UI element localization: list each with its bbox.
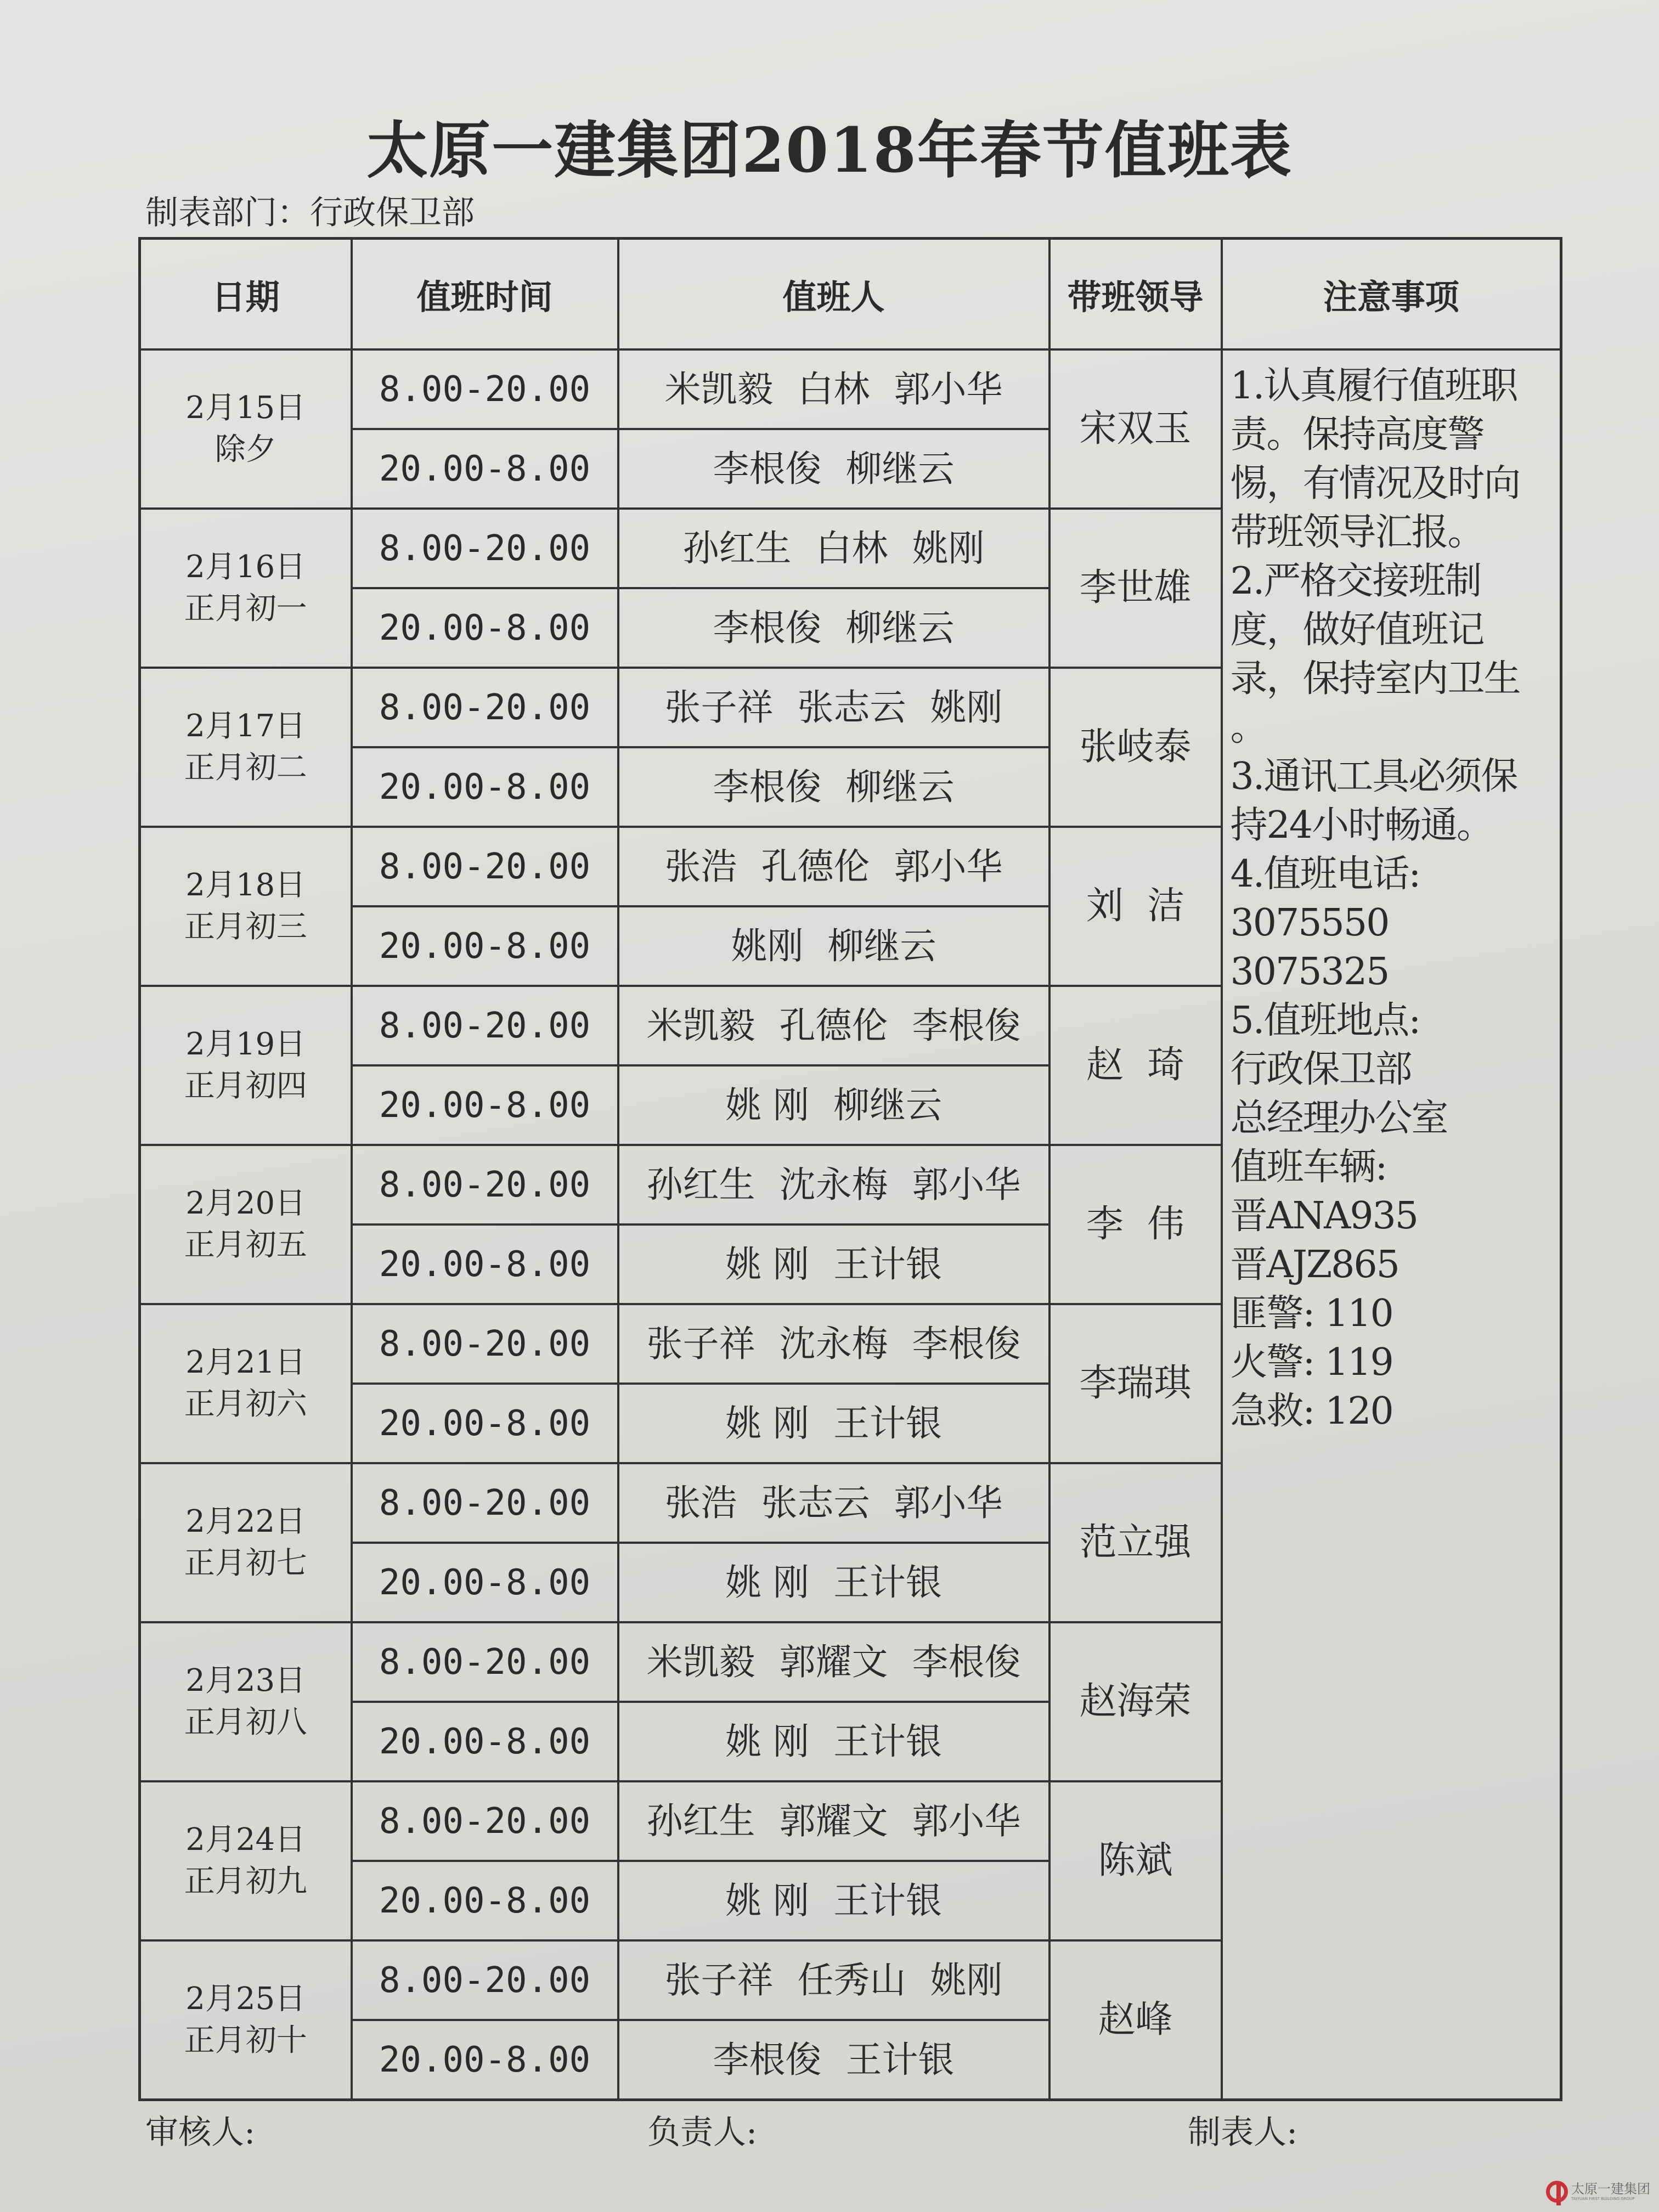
person-name: 郭小华: [894, 1481, 1003, 1524]
note-line: 晋AJZ865: [1230, 1243, 1399, 1286]
shift-people: [618, 668, 1049, 747]
person-name: 孔德伦: [761, 845, 870, 888]
shift-people: [618, 1861, 1049, 1940]
note-line: 匪警: 110: [1230, 1292, 1393, 1335]
page-title: 太原一建集团2018年春节值班表: [366, 115, 1293, 187]
shift-people: [618, 429, 1049, 509]
schedule-sheet: [138, 237, 1560, 2163]
person-name: 李根俊: [912, 1004, 1021, 1047]
person-name: 王计银: [833, 1879, 942, 1922]
note-line: 火警: 119: [1230, 1341, 1393, 1384]
shift-time: 20.00-8.00: [352, 906, 618, 986]
person-name: 姚刚: [731, 924, 804, 967]
lunar-date-text: 正月初二: [184, 750, 307, 786]
shift-people: [618, 588, 1049, 668]
leader-cell: 赵峰: [1049, 1940, 1222, 2100]
date-text: 2月21日: [185, 1345, 306, 1380]
date-cell: [140, 1622, 352, 1781]
date-text: 2月17日: [185, 708, 306, 744]
shift-people: [618, 1940, 1049, 2020]
note-line: 急救: 120: [1230, 1390, 1393, 1433]
table-header-row: [140, 239, 1561, 350]
person-name: 孔德伦: [779, 1004, 888, 1047]
note-line: 值班车辆:: [1230, 1146, 1387, 1189]
date-cell: [140, 1940, 352, 2100]
responsible-label: 负责人:: [647, 2113, 758, 2152]
person-name: 王计银: [833, 1561, 942, 1604]
logo-subtitle: TAIYUAN FIRST BUILDING GROUP: [1571, 2197, 1635, 2201]
shift-people: [618, 1384, 1049, 1463]
person-name: 张浩: [664, 1481, 737, 1524]
person-name: 米凯毅: [664, 368, 774, 410]
leader-cell: 张岐泰: [1049, 668, 1222, 827]
lunar-date-text: 正月初三: [184, 909, 307, 945]
lunar-date-text: 除夕: [215, 432, 276, 467]
shift-time: 20.00-8.00: [352, 588, 618, 668]
shift-time: 8.00-20.00: [352, 1940, 618, 2020]
shift-people: [618, 349, 1049, 429]
date-cell: [140, 1145, 352, 1304]
note-line: 总经理办公室: [1230, 1097, 1448, 1140]
person-name: 白林: [815, 527, 888, 569]
notes-cell: [1222, 349, 1561, 2100]
person-name: 孙红生: [682, 527, 792, 569]
note-line: 3.通讯工具必须保: [1230, 755, 1517, 798]
department-label: 制表部门：行政保卫部: [145, 194, 475, 232]
leader-cell: 赵海荣: [1049, 1622, 1222, 1781]
date-text: 2月15日: [185, 390, 306, 426]
shift-people: [618, 509, 1049, 588]
date-cell: [140, 1304, 352, 1463]
date-cell: [140, 349, 352, 509]
person-name: 郭小华: [894, 845, 1003, 888]
note-line: 带班领导汇报。: [1230, 511, 1484, 554]
shift-time: 8.00-20.00: [352, 1145, 618, 1224]
header-people: 值班人: [618, 239, 1049, 350]
shift-time: 8.00-20.00: [352, 1304, 618, 1384]
shift-people: [618, 1065, 1049, 1145]
header-time: 值班时间: [352, 239, 618, 350]
note-line: 度，做好值班记: [1230, 608, 1484, 652]
note-line: 3075325: [1230, 950, 1389, 994]
leader-cell: 李 伟: [1049, 1145, 1222, 1304]
shift-time: 8.00-20.00: [352, 1781, 618, 1861]
person-name: 姚刚: [912, 527, 985, 569]
leader-cell: 刘 洁: [1049, 827, 1222, 986]
leader-cell: 李世雄: [1049, 509, 1222, 668]
person-name: 郭耀文: [779, 1799, 888, 1842]
lunar-date-text: 正月初八: [184, 1705, 307, 1740]
leader-cell: 宋双玉: [1049, 349, 1222, 509]
note-line: 惕，有情况及时向: [1230, 462, 1520, 505]
date-text: 2月25日: [185, 1981, 306, 2017]
person-name: 王计银: [833, 1402, 942, 1444]
person-name: 张子祥: [664, 686, 774, 729]
shift-people: [618, 1463, 1049, 1543]
date-text: 2月18日: [185, 867, 306, 903]
lunar-date-text: 正月初七: [184, 1545, 307, 1581]
shift-people: [618, 747, 1049, 827]
shift-time: 20.00-8.00: [352, 1065, 618, 1145]
leader-cell: 范立强: [1049, 1463, 1222, 1622]
shift-people: [618, 827, 1049, 906]
person-name: 李根俊: [713, 765, 822, 808]
shift-time: 20.00-8.00: [352, 1861, 618, 1940]
lunar-date-text: 正月初六: [184, 1386, 307, 1422]
date-cell: [140, 668, 352, 827]
note-line: 1.认真履行值班职: [1230, 364, 1517, 408]
person-name: 张志云: [761, 1481, 870, 1524]
shift-people: [618, 986, 1049, 1065]
person-name: 孙红生: [646, 1799, 755, 1842]
shift-people: [618, 1622, 1049, 1702]
person-name: 张子祥: [646, 1322, 755, 1365]
shift-people: [618, 1224, 1049, 1304]
person-name: 柳继云: [845, 765, 955, 808]
date-cell: [140, 986, 352, 1145]
leader-cell: 李瑞琪: [1049, 1304, 1222, 1463]
shift-people: [618, 1145, 1049, 1224]
person-name: 王计银: [833, 1243, 942, 1285]
shift-people: [618, 1702, 1049, 1781]
signature-row: [138, 2113, 1560, 2163]
header-notes: 注意事项: [1222, 239, 1561, 350]
person-name: 柳继云: [845, 606, 955, 649]
person-name: 米凯毅: [646, 1640, 755, 1683]
person-name: 柳继云: [845, 447, 955, 490]
person-name: 沈永梅: [779, 1163, 888, 1206]
date-text: 2月22日: [185, 1504, 306, 1539]
person-name: 姚刚: [930, 686, 1003, 729]
note-line: 行政保卫部: [1230, 1048, 1412, 1091]
shift-time: 20.00-8.00: [352, 429, 618, 509]
company-logo: [1546, 2181, 1650, 2203]
shift-time: 20.00-8.00: [352, 1702, 618, 1781]
lunar-date-text: 正月初五: [184, 1227, 307, 1263]
lunar-date-text: 正月初四: [184, 1068, 307, 1104]
preparer-label: 制表人:: [1188, 2113, 1298, 2152]
shift-time: 20.00-8.00: [352, 1224, 618, 1304]
person-name: 李根俊: [713, 447, 822, 490]
duty-schedule-table: [138, 237, 1562, 2101]
shift-time: 8.00-20.00: [352, 668, 618, 747]
lunar-date-text: 正月初一: [184, 591, 307, 627]
shift-time: 20.00-8.00: [352, 747, 618, 827]
person-name: 张浩: [664, 845, 737, 888]
person-name: 郭小华: [912, 1163, 1021, 1206]
lunar-date-text: 正月初十: [184, 2023, 307, 2058]
shift-time: 8.00-20.00: [352, 1463, 618, 1543]
person-name: 张子祥: [664, 1959, 774, 2001]
person-name: 李根俊: [912, 1322, 1021, 1365]
person-name: 李根俊: [713, 606, 822, 649]
date-cell: [140, 1463, 352, 1622]
person-name: 柳继云: [827, 924, 936, 967]
shift-time: 8.00-20.00: [352, 986, 618, 1065]
person-name: 郭小华: [894, 368, 1003, 410]
shift-time: 8.00-20.00: [352, 827, 618, 906]
person-name: 姚 刚: [725, 1402, 809, 1444]
shift-time: 8.00-20.00: [352, 349, 618, 429]
lunar-date-text: 正月初九: [184, 1864, 307, 1899]
leader-cell: 陈斌: [1049, 1781, 1222, 1940]
person-name: 米凯毅: [646, 1004, 755, 1047]
person-name: 姚 刚: [725, 1243, 809, 1285]
shift-people: [618, 906, 1049, 986]
person-name: 柳继云: [833, 1084, 942, 1126]
note-line: 。: [1230, 706, 1267, 749]
date-text: 2月20日: [185, 1186, 306, 1221]
note-line: 责。保持高度警: [1230, 413, 1484, 456]
logo-name: 太原一建集团: [1571, 2181, 1650, 2197]
note-line: 3075550: [1230, 901, 1389, 945]
person-name: 白林: [797, 368, 870, 410]
shift-people: [618, 1543, 1049, 1622]
shift-time: 20.00-8.00: [352, 2020, 618, 2100]
leader-cell: 赵 琦: [1049, 986, 1222, 1145]
note-line: 录，保持室内卫生: [1230, 657, 1520, 701]
date-cell: [140, 827, 352, 986]
shift-time: 8.00-20.00: [352, 509, 618, 588]
shift-time: 20.00-8.00: [352, 1384, 618, 1463]
shift-time: 20.00-8.00: [352, 1543, 618, 1622]
person-name: 王计银: [833, 1720, 942, 1763]
shift-people: [618, 1304, 1049, 1384]
shift-people: [618, 1781, 1049, 1861]
person-name: 王计银: [845, 2038, 955, 2081]
person-name: 沈永梅: [779, 1322, 888, 1365]
person-name: 张志云: [797, 686, 906, 729]
date-text: 2月23日: [185, 1663, 306, 1699]
note-line: 持24小时畅通。: [1230, 804, 1493, 847]
person-name: 李根俊: [713, 2038, 822, 2081]
header-leader: 带班领导: [1049, 239, 1222, 350]
date-text: 2月24日: [185, 1822, 306, 1858]
logo-icon: [1546, 2181, 1568, 2203]
date-text: 2月16日: [185, 549, 306, 585]
table-row: [140, 349, 1561, 429]
person-name: 孙红生: [646, 1163, 755, 1206]
person-name: 姚 刚: [725, 1561, 809, 1604]
note-line: 5.值班地点:: [1230, 999, 1420, 1042]
note-line: 2.严格交接班制: [1230, 560, 1481, 603]
note-line: 晋ANA935: [1230, 1194, 1418, 1238]
date-cell: [140, 1781, 352, 1940]
date-cell: [140, 509, 352, 668]
shift-time: 8.00-20.00: [352, 1622, 618, 1702]
note-line: 4.值班电话:: [1230, 853, 1420, 896]
header-date: 日期: [140, 239, 352, 350]
person-name: 李根俊: [912, 1640, 1021, 1683]
person-name: 郭小华: [912, 1799, 1021, 1842]
person-name: 姚 刚: [725, 1879, 809, 1922]
shift-people: [618, 2020, 1049, 2100]
person-name: 姚 刚: [725, 1720, 809, 1763]
person-name: 郭耀文: [779, 1640, 888, 1683]
date-text: 2月19日: [185, 1026, 306, 1062]
reviewer-label: 审核人:: [145, 2113, 256, 2152]
person-name: 姚 刚: [725, 1084, 809, 1126]
person-name: 姚刚: [930, 1959, 1003, 2001]
person-name: 任秀山: [797, 1959, 906, 2001]
